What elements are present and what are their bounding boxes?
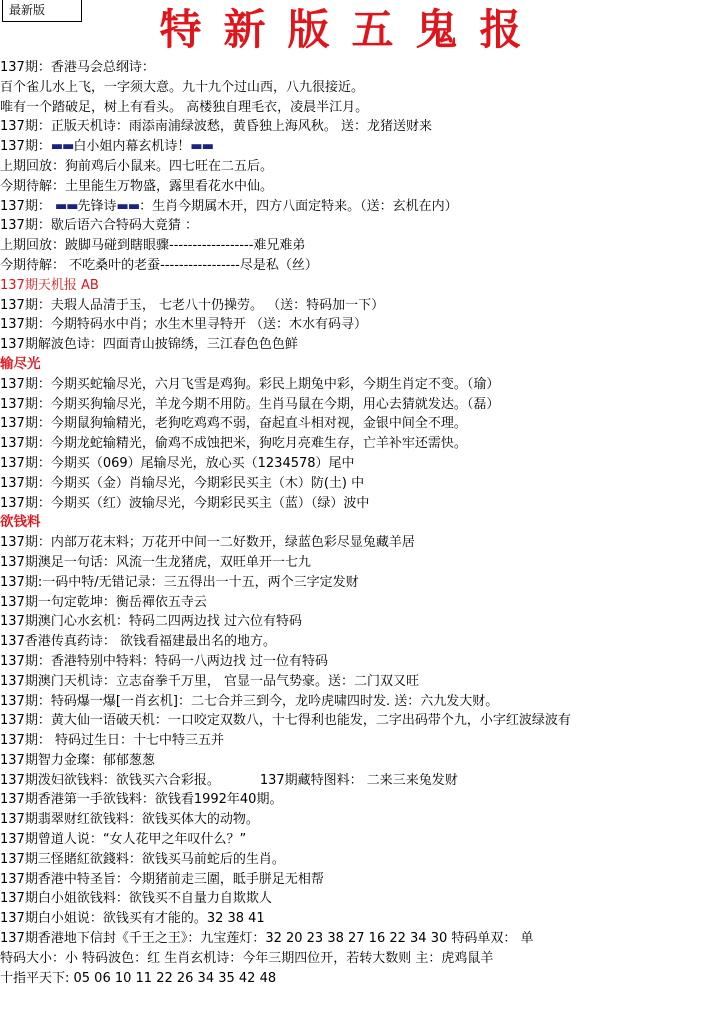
line-text: 137期翡翠财红欲钱料：欲钱买体大的动物。 bbox=[0, 812, 259, 828]
line-text: 137期智力金璨：郁郁葱葱 bbox=[0, 752, 155, 768]
text-line bbox=[0, 157, 703, 177]
text-line bbox=[0, 969, 703, 989]
text-line bbox=[0, 810, 703, 830]
text-line bbox=[0, 78, 703, 98]
line-text: 137期：歇后语六合特码大竟猜 ： bbox=[0, 218, 198, 234]
line-text: 137期： ▬▬先锋诗▬▬：生肖今期属木开，四方八面定特来。（送：玄机在内） bbox=[0, 198, 458, 214]
line-text: 137期：正版天机诗：雨添南浦绿波愁，黄昏独上海风秋。 送：龙猪送财来 bbox=[0, 119, 432, 135]
line-text: 137期:一码中特/无错记录：三五得出一十五，两个三字定发财 bbox=[0, 574, 359, 590]
line-text: 输尽光 bbox=[0, 355, 41, 372]
line-text: 137期： 特码过生日：十七中特三五并 bbox=[0, 733, 224, 749]
line-text: 137期天机报 AB bbox=[0, 277, 99, 293]
line-text: 137期：今期买（069）尾输尽光，放心买（1234578）尾中 bbox=[0, 455, 355, 471]
text-line bbox=[0, 870, 703, 890]
line-text: 137期：特码爆一爆[一肖玄机]：二七合并三到今，龙吟虎啸四时发. 送：六九发大财。 bbox=[0, 693, 499, 709]
line-text: 137期澳足一句话：风流一生龙猪虎，双旺单开一七九 bbox=[0, 554, 311, 570]
text-line bbox=[0, 632, 703, 652]
text-line bbox=[0, 790, 703, 810]
page-title: 特新版五鬼报 bbox=[159, 5, 544, 54]
line-text: 137期曾道人说：“女人花甲之年叹什么？” bbox=[0, 832, 247, 848]
text-line bbox=[0, 494, 703, 514]
text-line bbox=[0, 137, 703, 157]
text-line bbox=[0, 711, 703, 731]
line-text: 137期白小姐说：欲钱买有才能的。32 38 41 bbox=[0, 911, 265, 927]
line-text: 137期：香港马会总纲诗： bbox=[0, 60, 155, 75]
line-text: 特码大小：小 特码波色：红 生肖玄机诗：今年三期四位开，若转大数则 主：虎鸡鼠羊 bbox=[0, 950, 494, 966]
line-text: 上期回放：狗前鸡后小鼠来。四七旺在二五后。 bbox=[0, 158, 274, 174]
text-line bbox=[0, 553, 703, 573]
text-line bbox=[0, 889, 703, 909]
line-text: 百个雀儿水上飞，一字须大意。九十九个过山西，八九很接近。 bbox=[0, 79, 365, 95]
bars-icon: ▬▬ bbox=[116, 198, 140, 214]
line-text: 137期三怪賭紅欲錢料：欲钱买马前蛇后的生肖。 bbox=[0, 851, 285, 867]
line-text: 137香港传真药诗： 欲钱看福建最出名的地方。 bbox=[0, 634, 276, 650]
line-text: 上期回放：跛脚马碰到瞎眼骤------------------难兄难弟 bbox=[0, 238, 306, 254]
line-text: 今期待解： 不吃桑叶的老蚕-----------------尽是私（丝） bbox=[0, 257, 318, 273]
text-line bbox=[0, 672, 703, 692]
line-text: 137期：今期买蛇输尽光，六月飞雪是鸡狗。彩民上期兔中彩，今期生肖定不变。（瑜） bbox=[0, 376, 500, 392]
article-body bbox=[0, 58, 703, 988]
line-text: 137期：黄大仙一语破天机：一口咬定双数八，十七得利也能发，二字出码带个九，小字红波绿波有 bbox=[0, 713, 571, 729]
text-line bbox=[0, 276, 703, 296]
line-text: 137期：内部万花末料；万花开中间一二好数开，绿蓝色彩尽显兔藏羊居 bbox=[0, 535, 415, 551]
text-line bbox=[0, 751, 703, 771]
text-line bbox=[0, 216, 703, 236]
text-line bbox=[0, 98, 703, 118]
bars-icon: ▬▬ bbox=[50, 139, 74, 155]
text-line bbox=[0, 692, 703, 712]
section-heading bbox=[0, 355, 703, 375]
text-line bbox=[0, 731, 703, 751]
line-text: 137期香港第一手欲钱料：欲钱看1992年40期。 bbox=[0, 792, 283, 808]
text-line bbox=[0, 335, 703, 355]
line-text: 今期待解：土里能生万物盛，露里看花水中仙。 bbox=[0, 178, 274, 194]
line-text: 137期香港中特圣旨：今期猪前走三圍，眡手胼足无相帮 bbox=[0, 871, 324, 887]
line-text: 137期：今期特码水中肖；水生木里寻特开 （送：木水有码寻） bbox=[0, 317, 367, 333]
text-line bbox=[0, 533, 703, 553]
line-text: 137期：今期买狗输尽光，羊龙今期不用防。生肖马鼠在今期，用心去猜就发达。（磊） bbox=[0, 396, 500, 412]
text-line bbox=[0, 296, 703, 316]
text-line bbox=[0, 58, 703, 78]
text-line bbox=[0, 256, 703, 276]
line-text: 137期一句定乾坤：衡岳禪依五寺云 bbox=[0, 594, 207, 610]
section-heading bbox=[0, 513, 703, 533]
line-text: 欲钱料 bbox=[0, 514, 41, 531]
text-line bbox=[0, 929, 703, 949]
bars-icon: ▬▬ bbox=[54, 198, 78, 214]
line-text: 137期：香港特别中特料：特码一八两边找 过一位有特码 bbox=[0, 653, 328, 669]
text-line bbox=[0, 830, 703, 850]
line-text: 唯有一个踏破足，树上有看头。 高楼独自理毛衣，凌晨半江月。 bbox=[0, 99, 369, 115]
text-line bbox=[0, 474, 703, 494]
line-text: 137期：▬▬白小姐内幕玄机诗！▬▬ bbox=[0, 139, 213, 155]
text-line bbox=[0, 909, 703, 929]
text-line bbox=[0, 573, 703, 593]
bars-icon: ▬▬ bbox=[190, 139, 213, 155]
line-text: 137期：今期买（红）波输尽光，今期彩民买主（蓝）（绿）波中 bbox=[0, 495, 370, 511]
text-line bbox=[0, 771, 703, 791]
line-extra-text: 137期藏特图料： 二来三来兔发财 bbox=[259, 772, 458, 788]
text-line bbox=[0, 236, 703, 256]
line-text: 十指平天下: 05 06 10 11 22 26 34 35 42 48 bbox=[0, 970, 277, 986]
text-line bbox=[0, 315, 703, 335]
line-text: 137期澳门天机诗：立志奋拳千万里， 官显一品气势豪。送：二门双又旺 bbox=[0, 673, 419, 689]
text-line bbox=[0, 949, 703, 969]
line-text: 137期：今期买（金）肖输尽光，今期彩民买主（木）防(土) 中 bbox=[0, 475, 365, 491]
line-text: 137期：今期龙蛇输精光，偷鸡不成蚀把米，狗吃月亮难生存，亡羊补牢还需快。 bbox=[0, 436, 467, 452]
line-text: 137期白小姐欲钱料：欲钱买不自量力自欺欺人 bbox=[0, 891, 272, 907]
text-line bbox=[0, 652, 703, 672]
text-line bbox=[0, 197, 703, 217]
text-line bbox=[0, 117, 703, 137]
line-text: 137期澳门心水玄机：特码二四两边找 过六位有特码 bbox=[0, 614, 302, 630]
text-line bbox=[0, 414, 703, 434]
text-line bbox=[0, 454, 703, 474]
line-text: 137期解波色诗：四面青山披锦绣，三江春色色色鲜 bbox=[0, 337, 298, 353]
text-line bbox=[0, 375, 703, 395]
text-line bbox=[0, 593, 703, 613]
line-text: 137期香港地下信封《千王之王》：九宝莲灯：32 20 23 38 27 16 22 34 30 特码单双： 单 bbox=[0, 931, 534, 947]
text-line bbox=[0, 850, 703, 870]
latest-version-badge: 最新版 bbox=[2, 0, 82, 22]
text-line bbox=[0, 395, 703, 415]
text-line bbox=[0, 434, 703, 454]
line-text: 137期泼妇欲钱料：欲钱买六合彩报。 bbox=[0, 772, 220, 788]
text-line bbox=[0, 612, 703, 632]
line-text: 137期：今期鼠狗输精光，老狗吃鸡鸡不弱，奋起直斗相对视，金银中间全不理。 bbox=[0, 416, 467, 432]
text-line bbox=[0, 177, 703, 197]
line-text: 137期：夫瑕人品清于玉， 七老八十仍操劳。 （送：特码加一下） bbox=[0, 297, 385, 313]
